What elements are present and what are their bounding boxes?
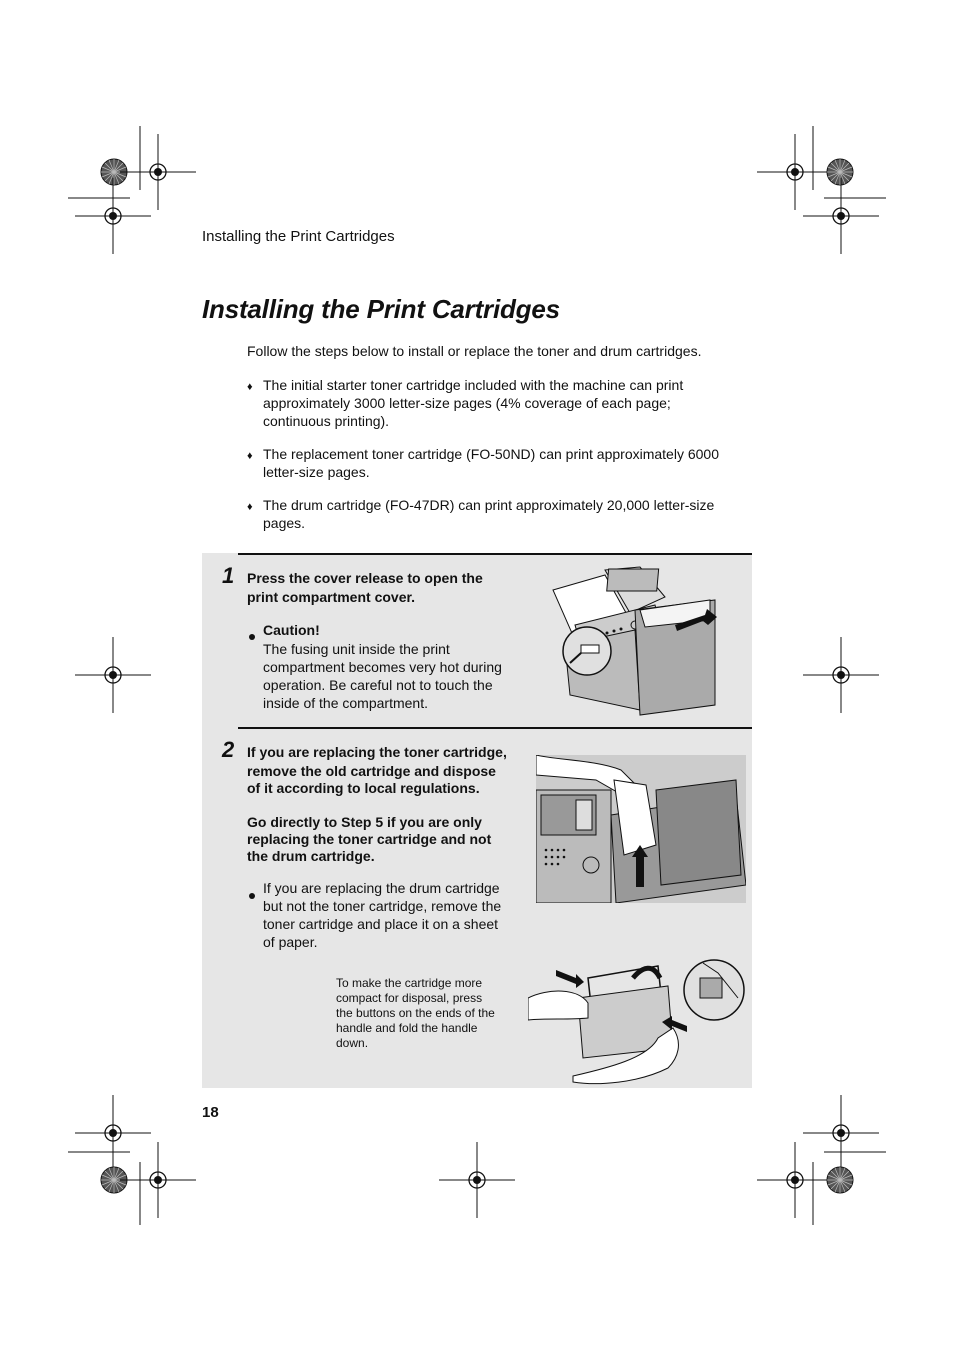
fax-machine-illustration bbox=[545, 565, 720, 720]
step-number: 2 bbox=[222, 737, 235, 762]
caution-text: The fusing unit inside the print compartment becomes very hot during operation. Be careful not to touch the inside of the compartment. bbox=[263, 641, 502, 711]
toner-removal-illustration bbox=[536, 755, 746, 903]
registration-mark-icon bbox=[439, 1142, 515, 1218]
step-2-note: If you are replacing the drum cartridge but not the toner cartridge, remove the toner cartridge and place it on a sheet of paper. bbox=[263, 880, 502, 950]
diamond-bullet-icon: ♦ bbox=[247, 381, 253, 393]
bullet-dot bbox=[249, 886, 255, 904]
step-2-subtext: Go directly to Step 5 if you are only replacing the toner cartridge and not the drum cartridge. bbox=[247, 814, 492, 864]
page-number: 18 bbox=[202, 1104, 219, 1121]
step-1-text: Press the cover release to open the print compartment cover. bbox=[247, 570, 483, 605]
diamond-bullet-icon: ♦ bbox=[247, 501, 253, 513]
running-header: Installing the Print Cartridges bbox=[202, 228, 395, 245]
registration-mark-icon bbox=[75, 1095, 151, 1171]
diamond-bullet-icon: ♦ bbox=[247, 450, 253, 462]
bullet-item: ♦ The replacement toner cartridge (FO-50ND) can print approximately 6000 letter-size pages. bbox=[247, 446, 719, 480]
color-wheel-icon bbox=[827, 1167, 853, 1193]
step-2-text: If you are replacing the toner cartridge, remove the old cartridge and dispose of it according to local regulations. bbox=[247, 744, 507, 796]
bullet-dot bbox=[249, 627, 255, 645]
registration-mark-icon bbox=[757, 1142, 833, 1218]
bullet-item: ♦ The drum cartridge (FO-47DR) can print approximately 20,000 letter-size pages. bbox=[247, 497, 715, 531]
step-2-rule bbox=[238, 727, 752, 729]
page-title: Installing the Print Cartridges bbox=[202, 294, 560, 324]
registration-mark-icon bbox=[120, 134, 196, 210]
registration-mark-icon bbox=[120, 1142, 196, 1218]
caution-title: Caution! bbox=[263, 622, 320, 638]
cartridge-fold-illustration bbox=[528, 958, 748, 1086]
registration-mark-icon bbox=[803, 637, 879, 713]
registration-mark-icon bbox=[803, 1095, 879, 1171]
registration-mark-icon bbox=[803, 178, 879, 254]
color-wheel-icon bbox=[827, 159, 853, 185]
registration-mark-icon bbox=[757, 134, 833, 210]
color-wheel-icon bbox=[101, 159, 127, 185]
step-1-rule bbox=[238, 553, 752, 555]
registration-mark-icon bbox=[75, 637, 151, 713]
step-number: 1 bbox=[222, 563, 235, 588]
intro-text: Follow the steps below to install or replace the toner and drum cartridges. bbox=[247, 343, 702, 359]
color-wheel-icon bbox=[101, 1167, 127, 1193]
registration-mark-icon bbox=[75, 178, 151, 254]
disposal-note: To make the cartridge more compact for disposal, press the buttons on the ends of the handle and fold the handle down. bbox=[336, 976, 495, 1050]
bullet-item: ♦ The initial starter toner cartridge included with the machine can print approximately 3000 letter-size pages (4% coverage of each page; continuous printing). bbox=[247, 377, 684, 429]
